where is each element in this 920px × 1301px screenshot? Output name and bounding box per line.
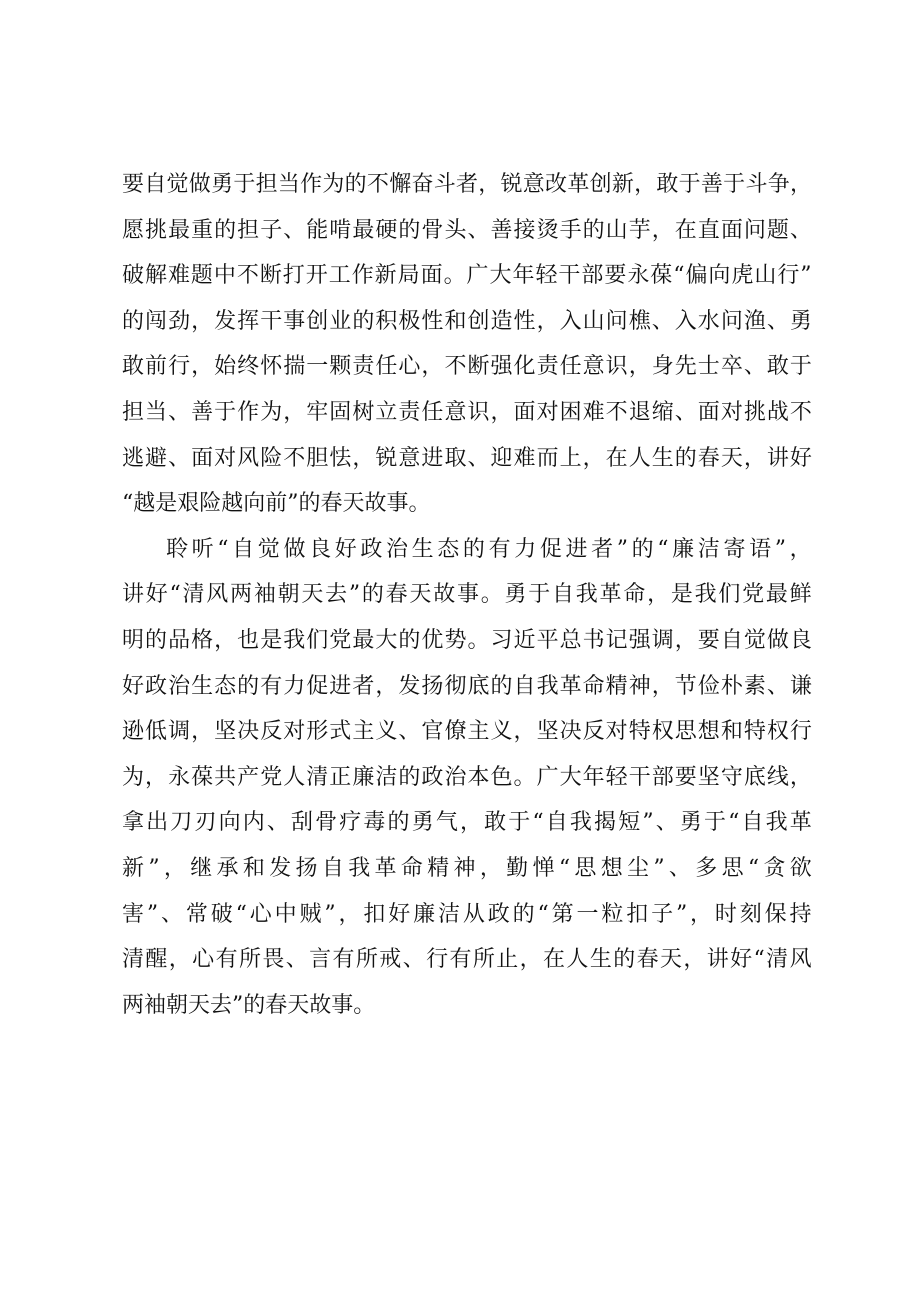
document-body <box>122 162 812 1028</box>
text-line: 愿 挑 最 重 的 担 子 、 能 啃 最 硬 的 骨 头 、 善 接 烫 手 的 山 芋 ， 在 直 面 问 题 、 <box>122 217 812 243</box>
text-line: 要 自 觉 做 勇 于 担 当 作 为 的 不 懈 奋 斗 者 ， 锐 意 改 革 创 新 ， 敢 于 善 于 斗 争 ， <box>122 172 812 197</box>
text-line: 新 ” ， 继 承 和 发 扬 自 我 革 命 精 神 ， 勤 惮 “ 思 想 尘 ” 、 多 思 “ 贪 欲 <box>122 855 812 881</box>
text-line: 清 醒 ， 心 有 所 畏 、 言 有 所 戒 、 行 有 所 止 ， 在 人 生 的 春 天 ， 讲 好 “ 清 风 <box>122 947 812 973</box>
text-line: 好 政 治 生 态 的 有 力 促 进 者 ， 发 扬 彻 底 的 自 我 革 命 精 神 ， 节 俭 朴 素 、 谦 <box>122 673 812 699</box>
text-line: 逃 避 、 面 对 风 险 不 胆 怯 ， 锐 意 进 取 、 迎 难 而 上 ， 在 人 生 的 春 天 ， 讲 好 <box>122 445 812 471</box>
text-line: 破 解 难 题 中 不 断 打 开 工 作 新 局 面 。 广 大 年 轻 干 部 要 永 葆 “ 偏 向 虎 山 行 ” <box>122 263 812 289</box>
text-line: 拿 出 刀 刃 向 内 、 刮 骨 疗 毒 的 勇 气 ， 敢 于 “ 自 我 揭 短 ” 、 勇 于 “ 自 我 革 <box>122 810 812 836</box>
text-line: 害 ” 、 常 破 “ 心 中 贼 ” ， 扣 好 廉 洁 从 政 的 “ 第 一 粒 扣 子 ” ， 时 刻 保 持 <box>122 901 812 927</box>
text-line: 逊 低 调 ， 坚 决 反 对 形 式 主 义 、 官 僚 主 义 ， 坚 决 反 对 特 权 思 想 和 特 权 行 <box>122 719 812 745</box>
text-line: 明 的 品 格 ， 也 是 我 们 党 最 大 的 优 势 。 习 近 平 总 书 记 强 调 ， 要 自 觉 做 良 <box>122 627 812 653</box>
text-line: 两袖朝天去”的春天故事。 <box>122 992 376 1018</box>
text-line: 讲 好 “ 清 风 两 袖 朝 天 去 ” 的 春 天 故 事 。 勇 于 自 我 革 命 ， 是 我 们 党 最 鲜 <box>122 582 812 608</box>
text-line: “越是艰险越向前”的春天故事。 <box>122 491 431 517</box>
text-line: 的 闯 劲 ， 发 挥 干 事 创 业 的 积 极 性 和 创 造 性 ， 入 山 问 樵 、 入 水 问 渔 、 勇 <box>122 308 812 334</box>
text-line: 聆 听 “ 自 觉 做 良 好 政 治 生 态 的 有 力 促 进 者 ” 的 “ 廉 洁 寄 语 ” ， <box>166 536 812 562</box>
text-line: 敢 前 行 ， 始 终 怀 揣 一 颗 责 任 心 ， 不 断 强 化 责 任 意 识 ， 身 先 士 卒 、 敢 于 <box>122 354 812 380</box>
text-line: 担 当 、 善 于 作 为 ， 牢 固 树 立 责 任 意 识 ， 面 对 困 难 不 退 缩 、 面 对 挑 战 不 <box>122 399 812 425</box>
text-line: 为 ， 永 葆 共 产 党 人 清 正 廉 洁 的 政 治 本 色 。 广 大 年 轻 干 部 要 坚 守 底 线 ， <box>122 764 812 790</box>
